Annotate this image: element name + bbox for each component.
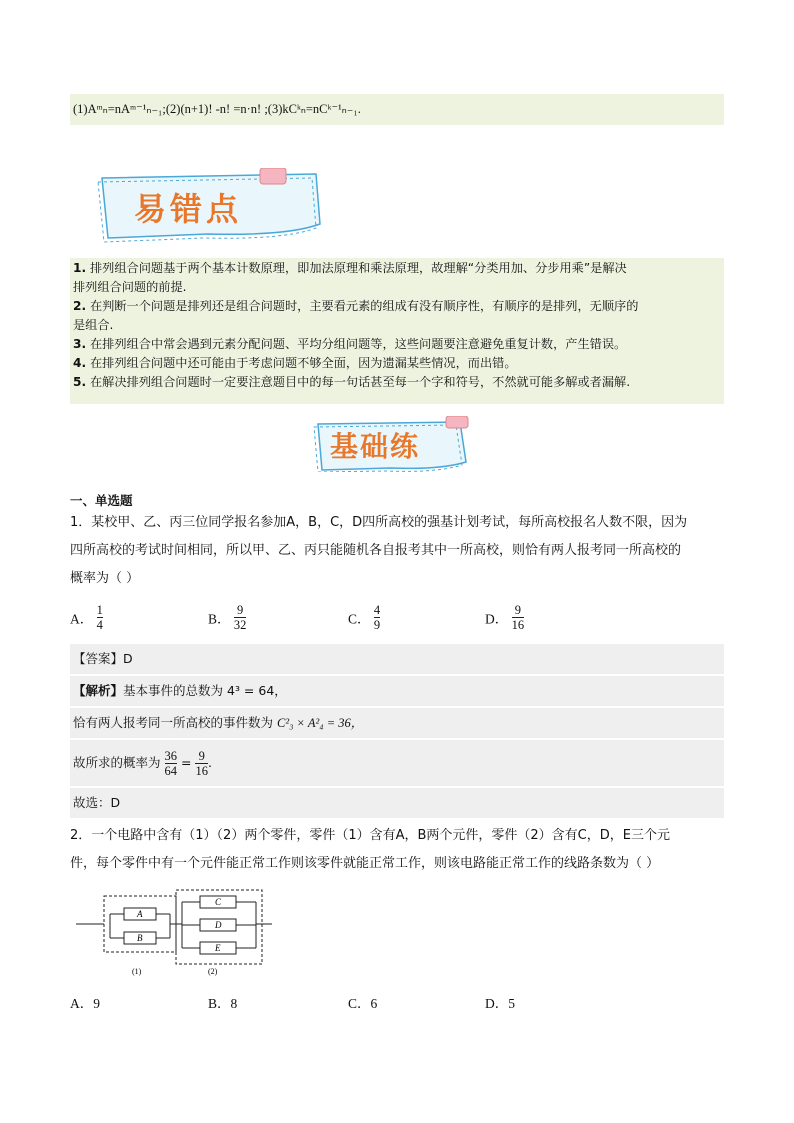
- analysis-line-3: 故所求的概率为 $\frac{36}{64}$ = $\frac{9}{16}$ .: [70, 740, 724, 786]
- formula-text: (1)Aᵐₙ=nAᵐ⁻¹ₙ₋₁;(2)(n+1)! -n! =n·n! ;(3)kCᵏₙ=nCᵏ⁻¹ₙ₋₁.: [73, 102, 361, 116]
- component-a: A: [137, 909, 143, 919]
- component-d: D: [215, 920, 222, 930]
- q2-options: [70, 992, 730, 1012]
- option-d[interactable]: D．5: [485, 996, 515, 1011]
- option-a[interactable]: A． $\frac{1}{4}$: [70, 603, 103, 632]
- note-item-cont: 是组合.: [73, 318, 114, 332]
- choose-line: 故选：D: [70, 788, 724, 818]
- component-c: C: [215, 897, 222, 907]
- option-b[interactable]: B． $\frac{9}{32}$: [208, 603, 247, 632]
- circuit-diagram: [76, 886, 272, 978]
- error-notes: [70, 258, 724, 404]
- part-2-label: (2): [208, 967, 218, 976]
- option-b[interactable]: B．8: [208, 996, 238, 1011]
- note-item: 4. 在排列组合问题中还可能由于考虑问题不够全面，因为遗漏某些情况，而出错。: [73, 356, 517, 370]
- banner-title: 易错点: [134, 190, 243, 228]
- option-d[interactable]: D． $\frac{9}{16}$: [485, 603, 525, 632]
- note-item-cont: 排列组合问题的前提.: [73, 280, 187, 294]
- component-b: B: [137, 933, 143, 943]
- banner-basic-practice: [310, 416, 472, 472]
- banner-title: 基础练: [330, 430, 421, 463]
- option-c[interactable]: C．6: [348, 996, 378, 1011]
- formula-strip: [70, 94, 724, 125]
- question-line: 1．某校甲、乙、丙三位同学报名参加A，B，C，D四所高校的强基计划考试，每所高校报名人数不限，因为: [70, 515, 688, 530]
- note-item: 5. 在解决排列组合问题时一定要注意题目中的每一句话甚至每一个字和符号，不然就可能多解或者漏解.: [73, 375, 631, 389]
- section-heading: 一、单选题: [70, 493, 133, 508]
- option-c[interactable]: C． $\frac{4}{9}$: [348, 603, 381, 632]
- banner-error-points: [88, 168, 324, 244]
- q1-options: [70, 603, 730, 639]
- question-1: [70, 509, 730, 593]
- part-1-label: (1): [132, 967, 142, 976]
- note-item: 2. 在判断一个问题是排列还是组合问题时，主要看元素的组成有没有顺序性，有顺序的是排列，无顺序的: [73, 299, 639, 313]
- question-2: [70, 822, 730, 878]
- question-line: 件，每个零件中有一个元件能正常工作则该零件就能正常工作，则该电路能正常工作的线路条数为（ ）: [70, 856, 660, 871]
- note-item: 3. 在排列组合中常会遇到元素分配问题、平均分组问题等，这些问题要注意避免重复计数，产生错误。: [73, 337, 627, 351]
- component-e: E: [215, 943, 221, 953]
- answer-line: 【答案】D: [70, 644, 724, 674]
- question-line: 概率为（ ）: [70, 571, 140, 586]
- option-a[interactable]: A．9: [70, 996, 100, 1011]
- analysis-line-2: 恰有两人报考同一所高校的事件数为 C²₃ × A²₄ = 36，: [70, 708, 724, 738]
- analysis-line-1: 【解析】基本事件的总数为 4³ = 64，: [70, 676, 724, 706]
- note-item: 1. 排列组合问题基于两个基本计数原理，即加法原理和乘法原理，故理解“分类用加、分步用乘”是解决: [73, 261, 627, 275]
- question-line: 四所高校的考试时间相同，所以甲、乙、丙只能随机各自报考其中一所高校，则恰有两人报考同一所高校的: [70, 543, 682, 558]
- question-line: 2．一个电路中含有（1）（2）两个零件，零件（1）含有A，B两个元件，零件（2）含有C，D，E三个元: [70, 828, 670, 843]
